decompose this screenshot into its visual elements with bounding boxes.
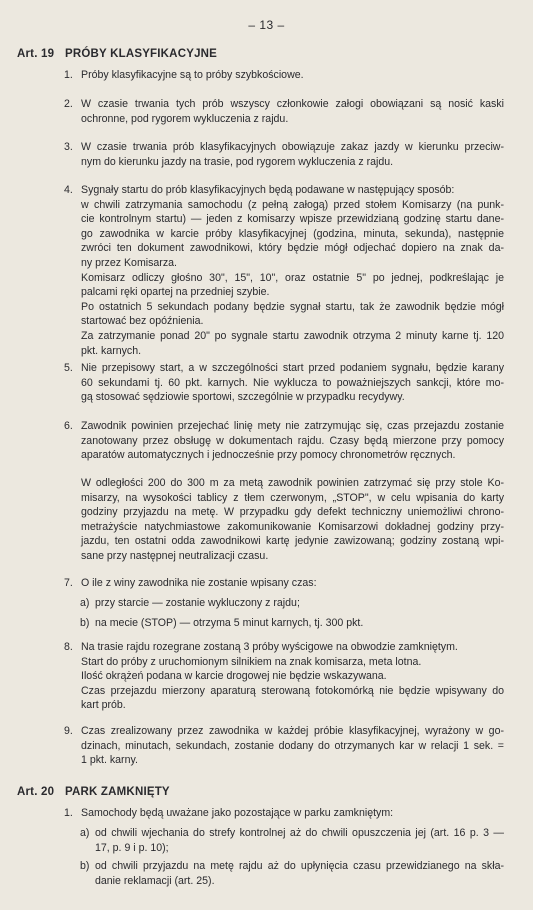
text-line: Nie przepisowy start, a w szczególności start przed podaniem sygnału, będzie karany <box>81 362 504 374</box>
article-title: PRÓBY KLASYFIKACYJNE <box>65 48 218 60</box>
sub-item-letter: b) <box>80 617 90 629</box>
text-line: dzinach, minutach, sekundach, zostanie dodany do otrzymanych kar w relacji 1 sek. = <box>81 739 504 752</box>
text-line: cie kontrolnym startu) — jeden z komisarzy wpisze przewidzianą godzinę startu dane- <box>81 213 504 226</box>
article-number: Art. 20 <box>17 786 55 798</box>
text-line: misarzy, na wysokości tablicy z tłem czerwonym, „STOP", w celu wpisania do karty <box>81 491 504 504</box>
paragraph-number: 3. <box>64 141 73 153</box>
text-line: 60 sekundami tj. 60 pkt. karnych. Nie wyklucza to poważniejszych sankcji, które mo- <box>81 376 504 389</box>
text-line: od chwili wjechania do strefy kontrolnej aż do chwili opuszczenia jej (art. 16 p. 3 — <box>95 827 504 839</box>
text-line: danie reklamacji (art. 25). <box>95 874 215 887</box>
text-line: O ile z winy zawodnika nie zostanie wpisany czas: <box>81 577 317 589</box>
paragraph-number: 4. <box>64 184 73 196</box>
paragraph-6 <box>64 419 504 463</box>
paragraph-7a <box>80 596 504 611</box>
text-line: Po ostatnich 5 sekundach podany będzie sygnał startu, tak że zawodnik będzie mógł <box>81 300 504 313</box>
paragraph-7 <box>64 576 504 591</box>
text-line: kart prób. <box>81 699 126 712</box>
article-number: Art. 19 <box>17 48 55 60</box>
paragraph-7b <box>80 616 504 631</box>
text-line: ochronne, pod rygorem wykluczenia z rajdu. <box>81 112 289 125</box>
text-line: Próby klasyfikacyjne są to próby szybkościowe. <box>81 69 304 81</box>
text-line: sane przy następnej neutralizacji czasu. <box>81 549 269 562</box>
sub-item-letter: a) <box>80 597 90 609</box>
paragraph-6-continued <box>64 476 504 564</box>
paragraph-number: 1. <box>64 69 73 81</box>
text-line: pkt. karnych. <box>81 344 142 357</box>
paragraph-number: 5. <box>64 362 73 374</box>
article-title: PARK ZAMKNIĘTY <box>65 786 170 798</box>
text-line: W czasie trwania tych prób wszyscy członkowie załogi obowiązani są nosić kaski <box>81 98 504 110</box>
text-line: metrażyście natychmiastowe zakomunikowanie Komisarzowi dokładnej godziny przy- <box>81 520 504 533</box>
text-line: godziny przyjazdu na metę. W przypadku gdy defekt techniczny uniemożliwi chrono- <box>81 506 504 519</box>
text-line: w chwili zatrzymania samochodu (z pełną załogą) przed stołem Komisarzy (na punk- <box>81 198 504 211</box>
paragraph-number: 6. <box>64 420 73 432</box>
paragraph-8 <box>64 640 504 713</box>
paragraph-number: 9. <box>64 725 73 737</box>
text-line: aparatów automatycznych i jednocześnie przy pomocy chronometrów ręcznych. <box>81 449 456 462</box>
paragraph-number: 1. <box>64 807 73 819</box>
paragraph-number: 2. <box>64 98 73 110</box>
text-line: Start do próby z uruchomionym silnikiem na znak komisarza, meta lotna. <box>81 655 422 668</box>
paragraph-number: 7. <box>64 577 73 589</box>
text-line: Zawodnik powinien przejechać linię mety nie zatrzymując się, czas przejazdu zostanie <box>81 420 504 432</box>
paragraph-5 <box>64 361 504 405</box>
text-line: przy starcie — zostanie wykluczony z rajdu; <box>95 597 300 609</box>
text-line: Ilość okrążeń podana w karcie drogowej nie będzie wskazywana. <box>81 670 387 683</box>
paragraph-20-1b <box>80 859 504 888</box>
paragraph-20-1a <box>80 826 504 855</box>
paragraph-20-1 <box>64 806 504 821</box>
text-line: Komisarz odliczy głośno 30", 15", 10", oraz ostatnie 5" po jednej, podkreślając je <box>81 271 504 284</box>
text-line: W czasie trwania prób klasyfikacyjnych obowiązuje zakaz jazdy w kierunku przeciw- <box>81 141 504 153</box>
text-line: Czas zrealizowany przez zawodnika w każdej próbie klasyfikacyjnej, wyrażony w go- <box>81 725 504 737</box>
text-line: palcami ręki opartej na przedniej szybie. <box>81 286 270 299</box>
text-line: na mecie (STOP) — otrzyma 5 minut karnych, tj. 300 pkt. <box>95 617 364 629</box>
text-line: Czas przejazdu mierzony aparaturą sterowaną fotokomórką nie będzie wpisywany do <box>81 684 504 697</box>
paragraph-3 <box>64 140 504 169</box>
text-line: od chwili przyjazdu na metę rajdu aż do upłynięcia czasu przewidzianego na skła- <box>95 860 504 872</box>
text-line: 17, p. 9 i p. 10); <box>95 841 169 854</box>
text-line: gą stosować sędziowie sportowi, szczególnie w przypadku recydywy. <box>81 391 405 404</box>
text-line: Samochody będą uważane jako pozostające w parku zamkniętym: <box>81 807 394 819</box>
text-line: Za zatrzymanie ponad 20" po sygnale startu zawodnik otrzyma 2 minuty karne tj. 120 <box>81 329 504 342</box>
paragraph-2 <box>64 97 504 126</box>
sub-item-letter: a) <box>80 827 90 839</box>
paragraph-9 <box>64 724 504 768</box>
text-line: 1 pkt. karny. <box>81 754 138 767</box>
text-line: zanotowany przez obsługę w dokumentach rajdu. Czasy będą mierzone przy pomocy <box>81 434 504 447</box>
sub-item-letter: b) <box>80 860 90 872</box>
paragraph-1 <box>64 68 504 83</box>
text-line: startować bez opóźnienia. <box>81 315 204 328</box>
text-line: ny przez Komisarza. <box>81 256 177 269</box>
text-line: zwróci ten dokument zawodnikowi, który będzie mógł odjechać dopiero na znak da- <box>81 242 504 255</box>
paragraph-4 <box>64 183 504 358</box>
text-line: W odległości 200 do 300 m za metą zawodnik powinien zatrzymać się przy stole Ko- <box>81 477 504 489</box>
text-line: Na trasie rajdu rozegrane zostaną 3 próby wyścigowe na obwodzie zamkniętym. <box>81 641 458 653</box>
article-20-heading <box>17 786 170 798</box>
text-line: Sygnały startu do prób klasyfikacyjnych będą podawane w następujący sposób: <box>81 184 455 196</box>
article-19-heading <box>17 48 217 60</box>
text-line: jazdu, ten ostatni odda zawodnikowi kartę jedynie zawizowaną; godziny zostaną wpi- <box>81 535 504 548</box>
text-line: nym do kierunku jazdy na trasie, pod rygorem wykluczenia z rajdu. <box>81 155 394 168</box>
page-number: – 13 – <box>248 18 285 32</box>
text-line: go zawodnika w karcie próby klasyfikacyjnej (godzina, minuta, sekunda), następnie <box>81 227 504 240</box>
paragraph-number: 8. <box>64 641 73 653</box>
